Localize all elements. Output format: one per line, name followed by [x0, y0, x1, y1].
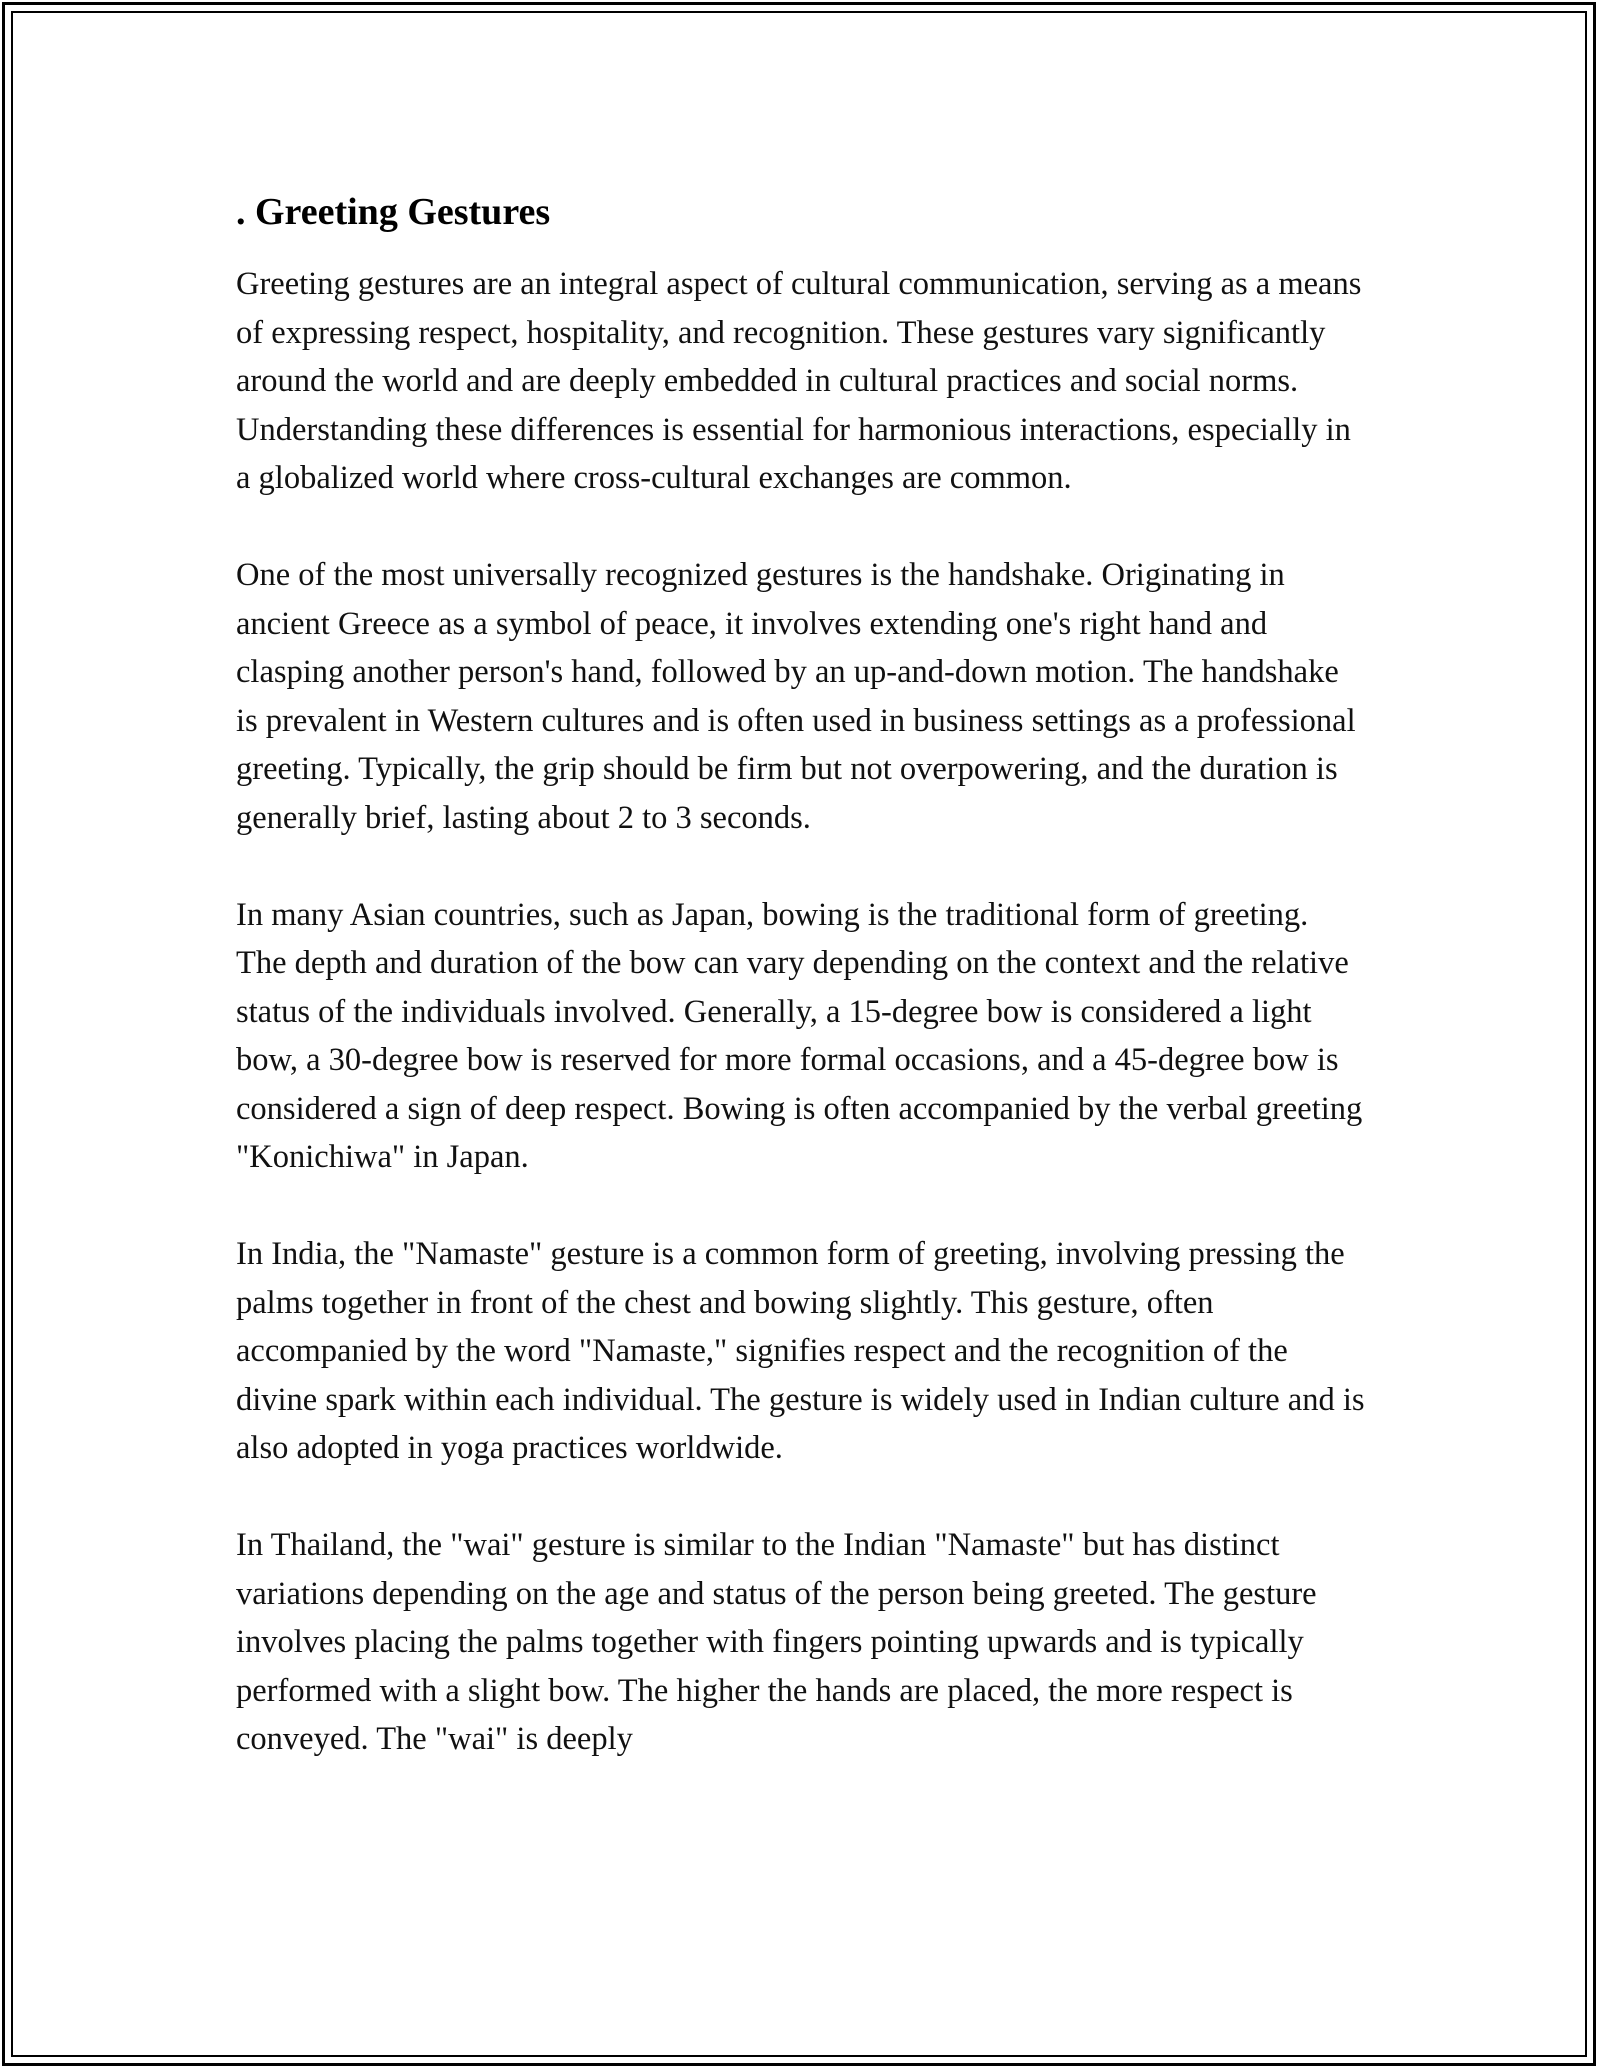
paragraph-intro: Greeting gestures are an integral aspect of cultural communication, serving as a means of expressing respect, hospitality, and recognition. These gestures vary significantly around the world and are deeply embedded in cultural practices and social norms. Understanding these differences is essential for harmonious interactions, especially in a globalized world where cross-cultural exchanges are common.	[236, 266, 1362, 496]
paragraph-wai: In Thailand, the "wai" gesture is similar to the Indian "Namaste" but has distinct variations depending on the age and status of the person being greeted. The gesture involves placing the palms together with fingers pointing upwards and is typically performed with a slight bow. The higher the hands are placed, the more respect is conveyed. The "wai" is deeply	[236, 1527, 1317, 1757]
paragraph-bowing: In many Asian countries, such as Japan, bowing is the traditional form of greeting. The depth and duration of the bow can vary depending on the context and the relative status of the individuals involved. Generally, a 15-degree bow is considered a light bow, a 30-degree bow is reserved for more formal occasions, and a 45-degree bow is considered a sign of deep respect. Bowing is often accompanied by the verbal greeting "Konichiwa" in Japan.	[236, 896, 1363, 1175]
section-heading: . Greeting Gestures	[236, 191, 551, 233]
paragraph-handshake: One of the most universally recognized gestures is the handshake. Originating in ancient Greece as a symbol of peace, it involves extending one's right hand and clasping another person's hand, followed by an up-and-down motion. The handshake is prevalent in Western cultures and is often used in business settings as a professional greeting. Typically, the grip should be firm but not overpowering, and the duration is generally brief, lasting about 2 to 3 seconds.	[236, 557, 1356, 836]
document-body	[236, 186, 1366, 1812]
paragraph-namaste: In India, the "Namaste" gesture is a common form of greeting, involving pressing the palms together in front of the chest and bowing slightly. This gesture, often accompanied by the word "Namaste," signifies respect and the recognition of the divine spark within each individual. The gesture is widely used in Indian culture and is also adopted in yoga practices worldwide.	[236, 1236, 1365, 1466]
